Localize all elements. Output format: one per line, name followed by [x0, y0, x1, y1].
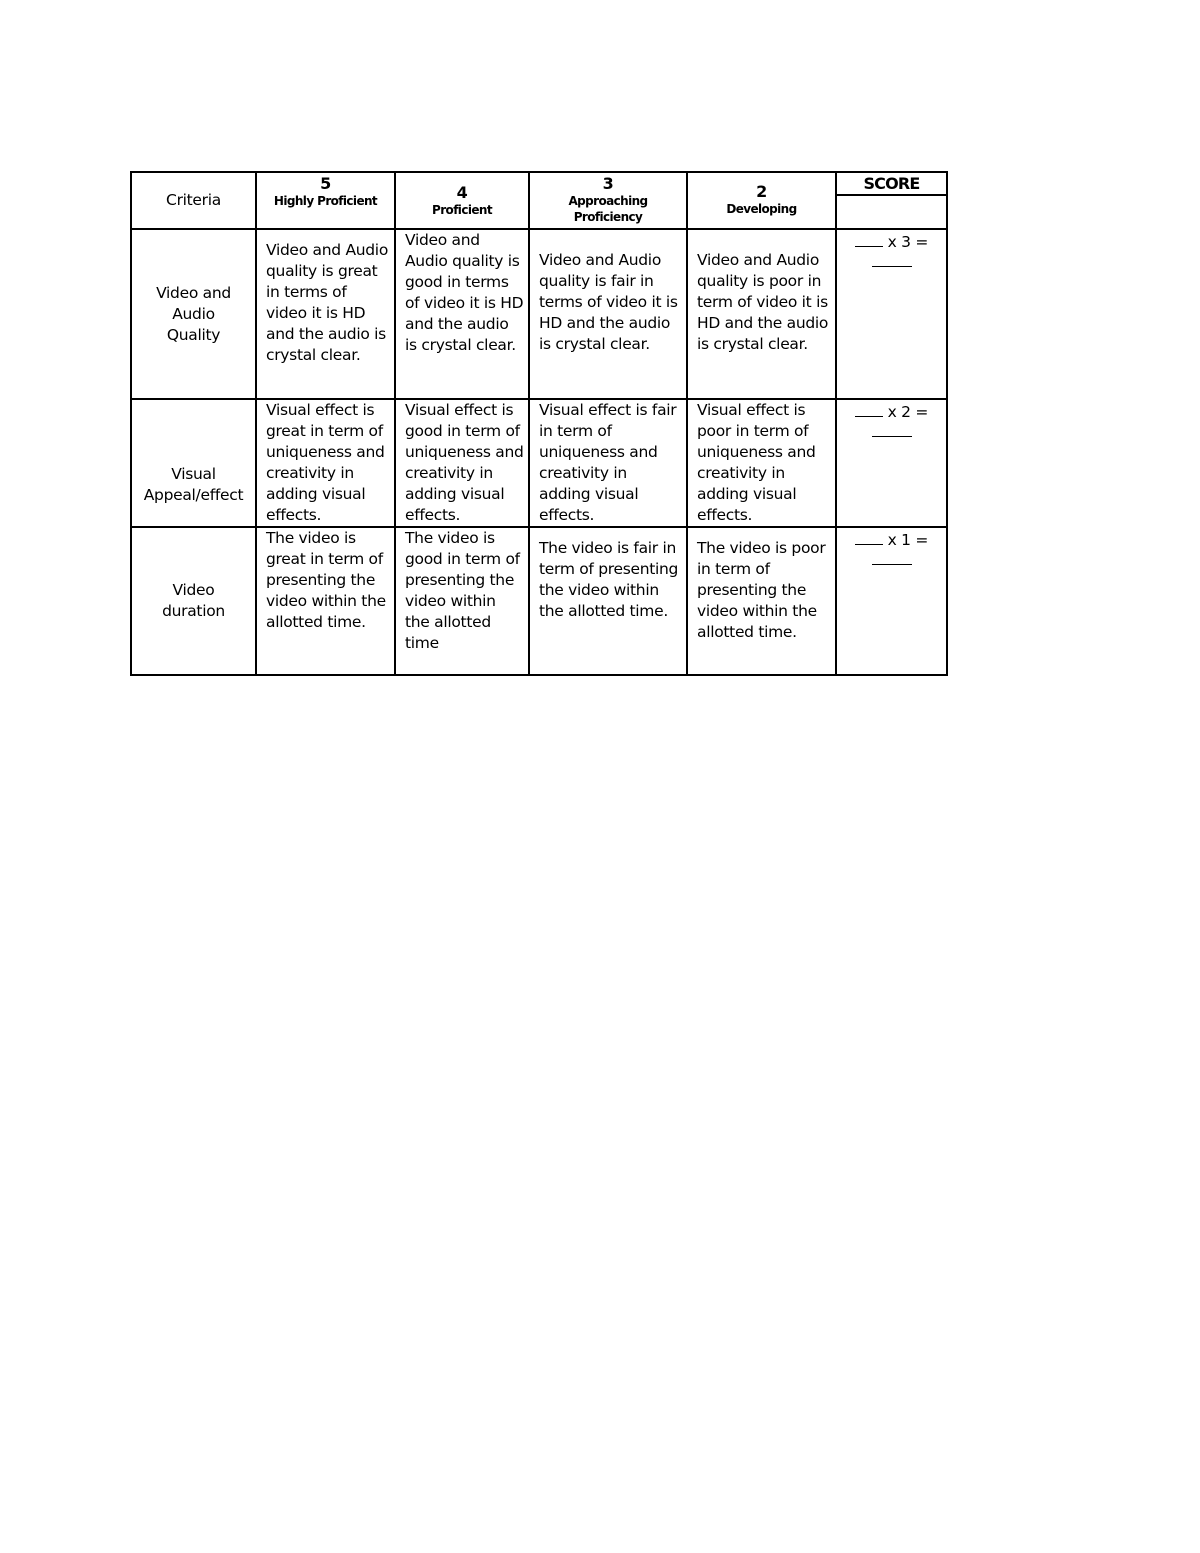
level-number: 5	[320, 174, 331, 193]
descriptor-cell: Video and Audio quality is fair in terms of video it is HD and the audio is crystal clear.	[529, 229, 687, 399]
score-blank-line[interactable]	[855, 232, 883, 247]
level-name: Highly Proficient	[273, 194, 378, 208]
table-row	[131, 527, 947, 675]
criterion-cell: Visual Appeal/effect	[131, 399, 256, 527]
descriptor-cell: The video is great in term of presenting the video within the allotted time.	[256, 527, 395, 675]
score-cell	[836, 229, 947, 399]
score-header-cell	[836, 172, 947, 229]
score-total-line[interactable]	[872, 252, 912, 267]
score-header: SCORE	[837, 173, 946, 196]
level-name: Approaching Proficiency	[568, 194, 648, 224]
descriptor-cell: Visual effect is great in term of uniqueness and creativity in adding visual effects.	[256, 399, 395, 527]
score-total-line[interactable]	[872, 422, 912, 437]
score-header-blank	[837, 196, 946, 228]
descriptor-cell: Visual effect is good in term of uniqueness and creativity in adding visual effects.	[395, 399, 529, 527]
level-4-header	[395, 172, 529, 229]
score-formula	[837, 400, 946, 442]
score-blank-line[interactable]	[855, 402, 883, 417]
rubric-table	[130, 171, 948, 676]
descriptor-cell: The video is good in term of presenting the video within the allotted time	[395, 527, 529, 675]
score-formula	[837, 230, 946, 272]
descriptor-cell: Visual effect is poor in term of uniqueness and creativity in adding visual effects.	[687, 399, 836, 527]
table-row	[131, 229, 947, 399]
criteria-header: Criteria	[131, 172, 256, 229]
multiplier-text: x 2 =	[887, 403, 929, 421]
multiplier-text: x 3 =	[887, 233, 929, 251]
level-number: 3	[602, 174, 614, 193]
descriptor-cell: Video and Audio quality is good in terms of video it is HD and the audio is crystal clear.	[395, 229, 529, 399]
score-cell	[836, 399, 947, 527]
descriptor-cell: The video is poor in term of presenting the video within the allotted time.	[687, 527, 836, 675]
header-row	[131, 172, 947, 229]
level-name: Proficient	[432, 203, 492, 217]
score-cell	[836, 527, 947, 675]
level-2-header	[687, 172, 836, 229]
level-name: Developing	[726, 202, 797, 216]
criterion-cell: Video duration	[131, 527, 256, 675]
score-blank-line[interactable]	[855, 530, 883, 545]
table-row	[131, 399, 947, 527]
level-5-header	[256, 172, 395, 229]
multiplier-text: x 1 =	[887, 531, 929, 549]
score-total-line[interactable]	[872, 550, 912, 565]
descriptor-cell: Visual effect is fair in term of uniqueness and creativity in adding visual effects.	[529, 399, 687, 527]
descriptor-cell: Video and Audio quality is great in terms of video it is HD and the audio is crystal clear.	[256, 229, 395, 399]
level-number: 2	[756, 182, 767, 201]
criterion-cell: Video and Audio Quality	[131, 229, 256, 399]
descriptor-cell: Video and Audio quality is poor in term of video it is HD and the audio is crystal clear.	[687, 229, 836, 399]
descriptor-cell: The video is fair in term of presenting the video within the allotted time.	[529, 527, 687, 675]
level-number: 4	[456, 183, 468, 202]
level-3-header	[529, 172, 687, 229]
score-formula	[837, 528, 946, 570]
